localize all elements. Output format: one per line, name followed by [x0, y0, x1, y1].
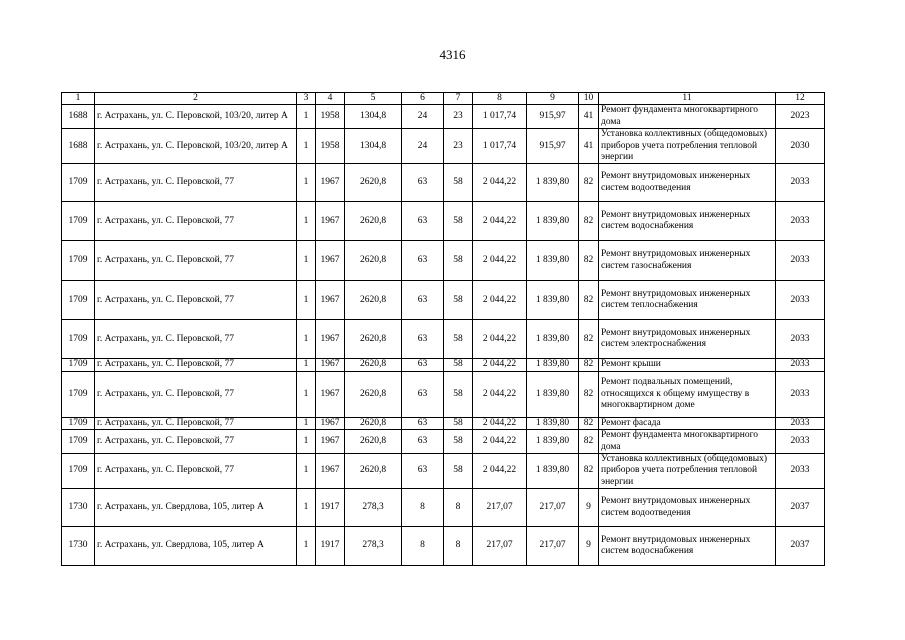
page-number: 4316 — [439, 47, 466, 62]
cell-area: 2620,8 — [345, 453, 402, 488]
table-row — [62, 129, 825, 164]
cell-address: г. Астрахань, ул. Свердлова, 105, литер А — [95, 527, 297, 566]
cell-column-9: 1 839,80 — [527, 164, 579, 202]
table-row — [62, 527, 825, 566]
cell-column-10: 41 — [579, 105, 599, 129]
cell-column-6: 63 — [402, 453, 444, 488]
cell-column-6: 63 — [402, 371, 444, 417]
column-header: 1 — [62, 93, 95, 105]
cell-column-6: 63 — [402, 417, 444, 429]
cell-area: 2620,8 — [345, 417, 402, 429]
cell-planned-year: 2023 — [776, 105, 825, 129]
cell-work-type: Установка коллективных (общедомовых) приборов учета потребления тепловой энергии — [599, 453, 776, 488]
cell-column-3: 1 — [297, 430, 316, 454]
cell-column-8: 2 044,22 — [473, 417, 527, 429]
cell-column-10: 82 — [579, 453, 599, 488]
table-row — [62, 371, 825, 417]
cell-column-7: 58 — [444, 453, 473, 488]
cell-column-3: 1 — [297, 241, 316, 281]
cell-planned-year: 2033 — [776, 164, 825, 202]
cell-planned-year: 2037 — [776, 489, 825, 527]
table-row — [62, 320, 825, 359]
cell-work-type: Ремонт внутридомовых инженерных систем газоснабжения — [599, 241, 776, 281]
cell-planned-year: 2033 — [776, 359, 825, 371]
cell-work-type: Ремонт фундамента многоквартирного дома — [599, 430, 776, 454]
cell-year: 1967 — [316, 430, 345, 454]
cell-house-number: 1709 — [62, 164, 95, 202]
cell-column-7: 58 — [444, 202, 473, 241]
cell-address: г. Астрахань, ул. С. Перовской, 77 — [95, 371, 297, 417]
cell-column-7: 58 — [444, 281, 473, 320]
cell-column-10: 82 — [579, 371, 599, 417]
cell-work-type: Ремонт внутридомовых инженерных систем электроснабжения — [599, 320, 776, 359]
cell-house-number: 1730 — [62, 527, 95, 566]
cell-column-10: 41 — [579, 129, 599, 164]
cell-column-6: 63 — [402, 164, 444, 202]
cell-column-8: 2 044,22 — [473, 281, 527, 320]
cell-column-6: 24 — [402, 129, 444, 164]
table-row — [62, 105, 825, 129]
table-row — [62, 430, 825, 454]
cell-column-7: 58 — [444, 164, 473, 202]
cell-planned-year: 2033 — [776, 202, 825, 241]
column-header-row — [62, 93, 825, 105]
cell-column-6: 63 — [402, 320, 444, 359]
cell-column-3: 1 — [297, 453, 316, 488]
cell-column-10: 82 — [579, 202, 599, 241]
cell-house-number: 1709 — [62, 359, 95, 371]
cell-column-8: 2 044,22 — [473, 320, 527, 359]
cell-planned-year: 2033 — [776, 320, 825, 359]
cell-work-type: Установка коллективных (общедомовых) приборов учета потребления тепловой энергии — [599, 129, 776, 164]
cell-column-9: 217,07 — [527, 527, 579, 566]
cell-house-number: 1688 — [62, 129, 95, 164]
cell-column-3: 1 — [297, 320, 316, 359]
column-header: 3 — [297, 93, 316, 105]
cell-column-8: 1 017,74 — [473, 105, 527, 129]
cell-column-8: 2 044,22 — [473, 164, 527, 202]
cell-address: г. Астрахань, ул. С. Перовской, 103/20, литер А — [95, 105, 297, 129]
cell-area: 2620,8 — [345, 320, 402, 359]
cell-column-10: 9 — [579, 489, 599, 527]
column-header: 9 — [527, 93, 579, 105]
cell-column-6: 8 — [402, 527, 444, 566]
cell-house-number: 1730 — [62, 489, 95, 527]
cell-year: 1958 — [316, 105, 345, 129]
cell-planned-year: 2033 — [776, 453, 825, 488]
cell-area: 278,3 — [345, 489, 402, 527]
cell-house-number: 1709 — [62, 417, 95, 429]
cell-area: 2620,8 — [345, 371, 402, 417]
cell-column-3: 1 — [297, 164, 316, 202]
cell-column-9: 1 839,80 — [527, 453, 579, 488]
column-header: 11 — [599, 93, 776, 105]
cell-year: 1967 — [316, 371, 345, 417]
cell-address: г. Астрахань, ул. С. Перовской, 77 — [95, 359, 297, 371]
cell-address: г. Астрахань, ул. Свердлова, 105, литер А — [95, 489, 297, 527]
cell-planned-year: 2033 — [776, 417, 825, 429]
table-body — [62, 93, 825, 566]
cell-area: 1304,8 — [345, 129, 402, 164]
column-header: 7 — [444, 93, 473, 105]
cell-column-10: 82 — [579, 430, 599, 454]
table-row — [62, 489, 825, 527]
cell-column-8: 2 044,22 — [473, 371, 527, 417]
cell-column-7: 8 — [444, 489, 473, 527]
cell-column-6: 8 — [402, 489, 444, 527]
cell-column-9: 1 839,80 — [527, 417, 579, 429]
cell-column-10: 82 — [579, 241, 599, 281]
cell-house-number: 1709 — [62, 281, 95, 320]
cell-column-9: 915,97 — [527, 129, 579, 164]
cell-column-9: 1 839,80 — [527, 281, 579, 320]
cell-work-type: Ремонт внутридомовых инженерных систем теплоснабжения — [599, 281, 776, 320]
cell-work-type: Ремонт крыши — [599, 359, 776, 371]
cell-planned-year: 2030 — [776, 129, 825, 164]
cell-column-6: 63 — [402, 281, 444, 320]
table-row — [62, 202, 825, 241]
cell-address: г. Астрахань, ул. С. Перовской, 77 — [95, 417, 297, 429]
cell-column-7: 58 — [444, 241, 473, 281]
cell-area: 2620,8 — [345, 430, 402, 454]
cell-column-6: 63 — [402, 359, 444, 371]
cell-column-7: 58 — [444, 371, 473, 417]
cell-column-8: 2 044,22 — [473, 241, 527, 281]
cell-column-6: 63 — [402, 202, 444, 241]
cell-address: г. Астрахань, ул. С. Перовской, 77 — [95, 281, 297, 320]
cell-work-type: Ремонт фундамента многоквартирного дома — [599, 105, 776, 129]
cell-column-3: 1 — [297, 489, 316, 527]
cell-column-8: 1 017,74 — [473, 129, 527, 164]
cell-column-9: 1 839,80 — [527, 430, 579, 454]
cell-column-7: 23 — [444, 129, 473, 164]
cell-address: г. Астрахань, ул. С. Перовской, 103/20, литер А — [95, 129, 297, 164]
cell-house-number: 1709 — [62, 241, 95, 281]
cell-planned-year: 2033 — [776, 241, 825, 281]
cell-area: 2620,8 — [345, 241, 402, 281]
cell-column-3: 1 — [297, 359, 316, 371]
cell-work-type: Ремонт внутридомовых инженерных систем водоотведения — [599, 164, 776, 202]
cell-column-7: 58 — [444, 320, 473, 359]
cell-house-number: 1709 — [62, 453, 95, 488]
cell-column-8: 2 044,22 — [473, 453, 527, 488]
cell-house-number: 1709 — [62, 320, 95, 359]
cell-column-10: 82 — [579, 281, 599, 320]
cell-column-7: 23 — [444, 105, 473, 129]
cell-address: г. Астрахань, ул. С. Перовской, 77 — [95, 430, 297, 454]
cell-house-number: 1709 — [62, 430, 95, 454]
cell-area: 2620,8 — [345, 164, 402, 202]
cell-column-10: 82 — [579, 359, 599, 371]
cell-column-3: 1 — [297, 527, 316, 566]
cell-column-8: 2 044,22 — [473, 359, 527, 371]
cell-address: г. Астрахань, ул. С. Перовской, 77 — [95, 164, 297, 202]
cell-column-6: 24 — [402, 105, 444, 129]
cell-year: 1967 — [316, 320, 345, 359]
column-header: 4 — [316, 93, 345, 105]
cell-house-number: 1688 — [62, 105, 95, 129]
cell-area: 278,3 — [345, 527, 402, 566]
cell-work-type: Ремонт фасада — [599, 417, 776, 429]
cell-house-number: 1709 — [62, 202, 95, 241]
cell-address: г. Астрахань, ул. С. Перовской, 77 — [95, 453, 297, 488]
cell-column-7: 58 — [444, 417, 473, 429]
cell-year: 1958 — [316, 129, 345, 164]
cell-column-10: 9 — [579, 527, 599, 566]
table-row — [62, 241, 825, 281]
column-header: 5 — [345, 93, 402, 105]
cell-column-8: 2 044,22 — [473, 430, 527, 454]
cell-column-8: 2 044,22 — [473, 202, 527, 241]
cell-year: 1967 — [316, 164, 345, 202]
column-header: 6 — [402, 93, 444, 105]
cell-year: 1967 — [316, 241, 345, 281]
cell-column-9: 1 839,80 — [527, 241, 579, 281]
cell-area: 2620,8 — [345, 359, 402, 371]
cell-planned-year: 2033 — [776, 281, 825, 320]
cell-column-3: 1 — [297, 281, 316, 320]
cell-area: 1304,8 — [345, 105, 402, 129]
table-row — [62, 164, 825, 202]
cell-column-9: 1 839,80 — [527, 371, 579, 417]
cell-column-3: 1 — [297, 417, 316, 429]
cell-planned-year: 2033 — [776, 430, 825, 454]
column-header: 10 — [579, 93, 599, 105]
cell-column-10: 82 — [579, 417, 599, 429]
cell-year: 1967 — [316, 359, 345, 371]
cell-column-3: 1 — [297, 129, 316, 164]
column-header: 8 — [473, 93, 527, 105]
cell-column-3: 1 — [297, 371, 316, 417]
table-row — [62, 281, 825, 320]
cell-column-9: 217,07 — [527, 489, 579, 527]
cell-column-9: 1 839,80 — [527, 202, 579, 241]
cell-year: 1967 — [316, 281, 345, 320]
cell-year: 1917 — [316, 527, 345, 566]
cell-column-7: 58 — [444, 430, 473, 454]
column-header: 2 — [95, 93, 297, 105]
cell-year: 1967 — [316, 453, 345, 488]
register-table — [61, 92, 825, 566]
cell-address: г. Астрахань, ул. С. Перовской, 77 — [95, 241, 297, 281]
cell-work-type: Ремонт внутридомовых инженерных систем водоснабжения — [599, 202, 776, 241]
cell-column-3: 1 — [297, 202, 316, 241]
cell-address: г. Астрахань, ул. С. Перовской, 77 — [95, 202, 297, 241]
cell-year: 1967 — [316, 202, 345, 241]
cell-work-type: Ремонт внутридомовых инженерных систем водоснабжения — [599, 527, 776, 566]
cell-column-10: 82 — [579, 164, 599, 202]
cell-house-number: 1709 — [62, 371, 95, 417]
cell-column-6: 63 — [402, 241, 444, 281]
cell-column-7: 58 — [444, 359, 473, 371]
cell-column-9: 915,97 — [527, 105, 579, 129]
cell-area: 2620,8 — [345, 281, 402, 320]
table-row — [62, 359, 825, 371]
cell-column-8: 217,07 — [473, 489, 527, 527]
cell-column-7: 8 — [444, 527, 473, 566]
column-header: 12 — [776, 93, 825, 105]
cell-column-8: 217,07 — [473, 527, 527, 566]
table-row — [62, 453, 825, 488]
cell-work-type: Ремонт подвальных помещений, относящихся к общему имуществу в многоквартирном доме — [599, 371, 776, 417]
cell-column-6: 63 — [402, 430, 444, 454]
cell-column-9: 1 839,80 — [527, 359, 579, 371]
cell-year: 1917 — [316, 489, 345, 527]
cell-address: г. Астрахань, ул. С. Перовской, 77 — [95, 320, 297, 359]
cell-area: 2620,8 — [345, 202, 402, 241]
table-row — [62, 417, 825, 429]
cell-column-9: 1 839,80 — [527, 320, 579, 359]
cell-year: 1967 — [316, 417, 345, 429]
cell-column-3: 1 — [297, 105, 316, 129]
cell-planned-year: 2033 — [776, 371, 825, 417]
cell-work-type: Ремонт внутридомовых инженерных систем водоотведения — [599, 489, 776, 527]
cell-column-10: 82 — [579, 320, 599, 359]
cell-planned-year: 2037 — [776, 527, 825, 566]
